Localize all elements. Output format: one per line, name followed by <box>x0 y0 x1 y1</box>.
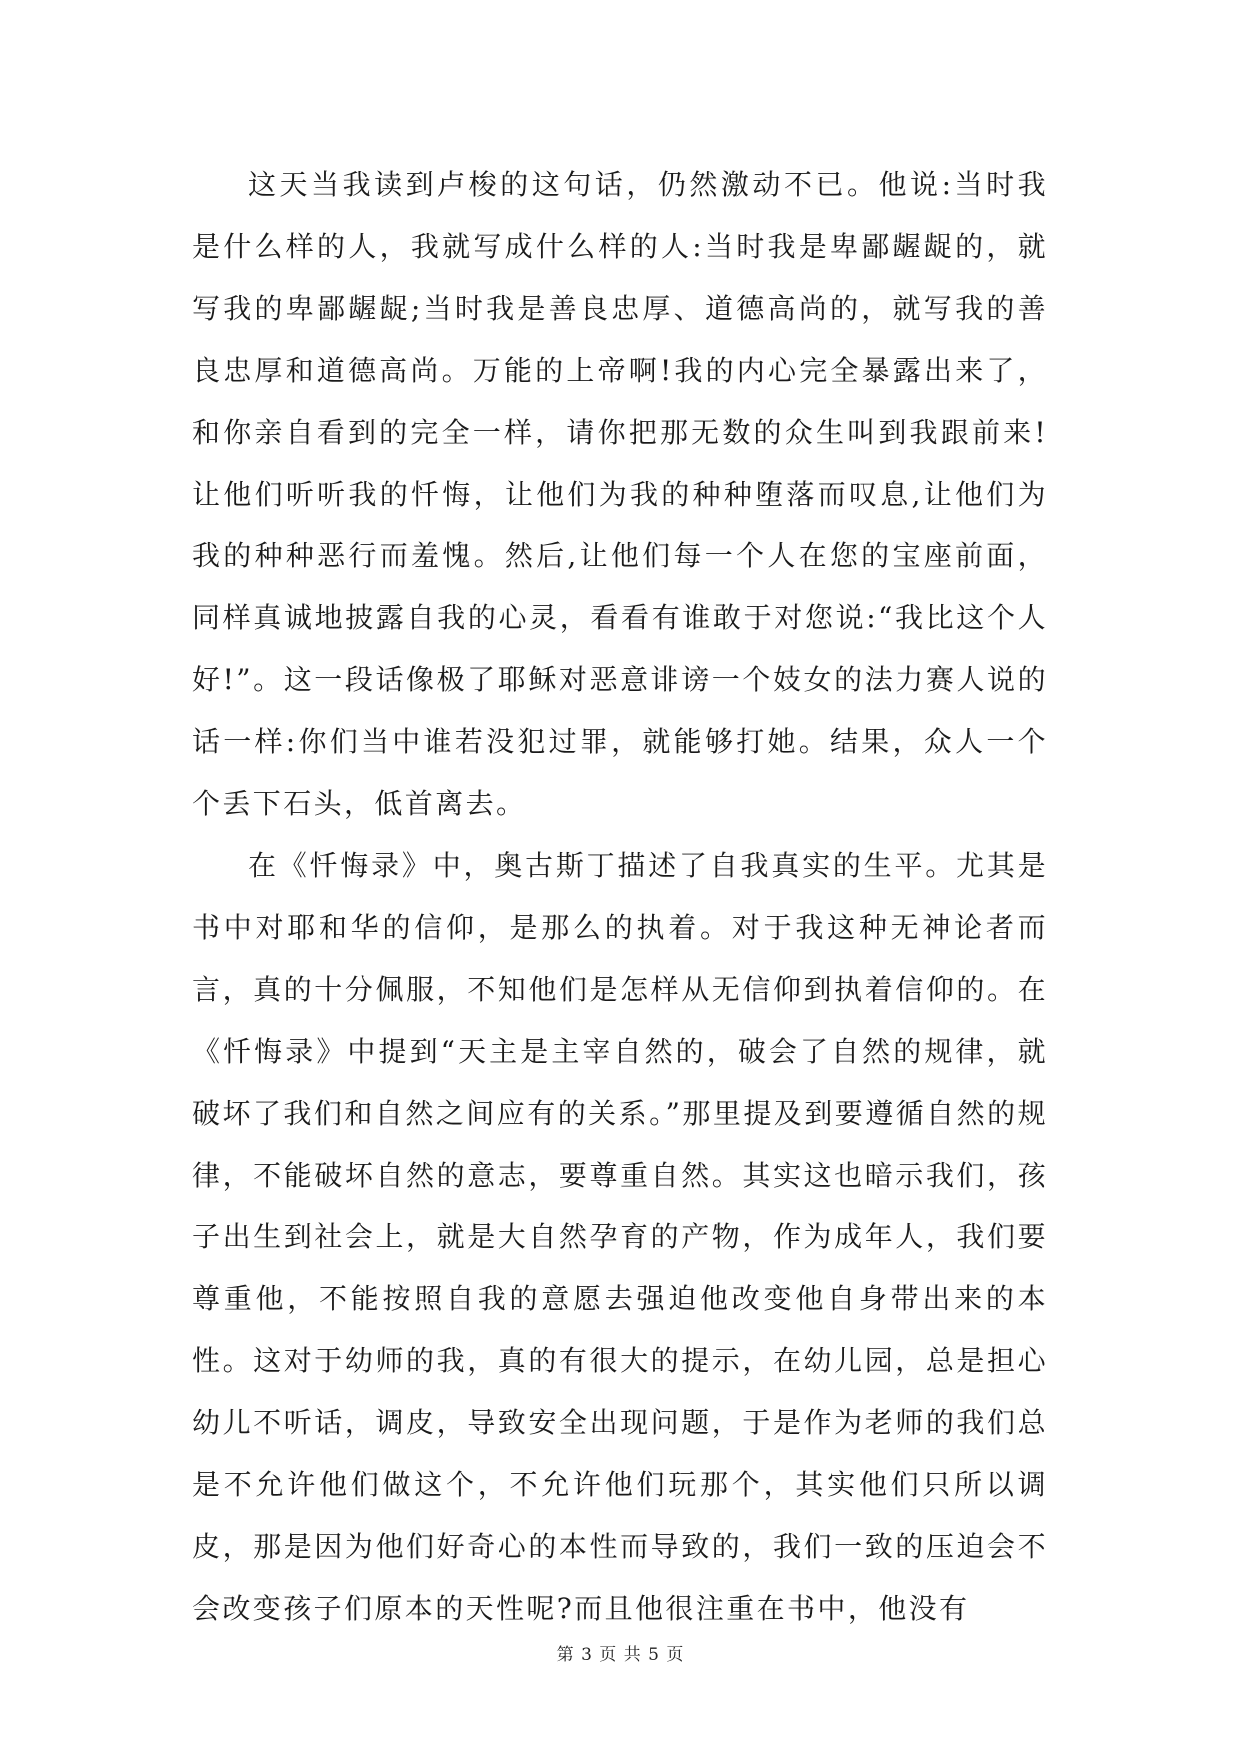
body-text <box>192 154 1048 1640</box>
page-number-footer: 第 3 页 共 5 页 <box>556 1645 685 1665</box>
paragraph-rousseau: 这天当我读到卢梭的这句话，仍然激动不已。他说:当时我是什么样的人，我就写成什么样的人:当时我是卑鄙龌龊的，就写我的卑鄙龌龊;当时我是善良忠厚、道德高尚的，就写我的善良忠厚和道德高尚。万能的上帝啊!我的内心完全暴露出来了，和你亲自看到的完全一样，请你把那无数的众生叫到我跟前来!让他们听听我的忏悔，让他们为我的种种堕落而叹息,让他们为我的种种恶行而羞愧。然后,让他们每一个人在您的宝座前面，同样真诚地披露自我的心灵，看看有谁敢于对您说:“我比这个人好!”。这一段话像极了耶稣对恶意诽谤一个妓女的法力赛人说的话一样:你们当中谁若没犯过罪，就能够打她。结果，众人一个个丢下石头，低首离去。 <box>192 168 1048 821</box>
paragraph-confessions: 在《忏悔录》中，奥古斯丁描述了自我真实的生平。尤其是书中对耶和华的信仰，是那么的执着。对于我这种无神论者而言，真的十分佩服，不知他们是怎样从无信仰到执着信仰的。在《忏悔录》中提到“天主是主宰自然的，破会了自然的规律，就破坏了我们和自然之间应有的关系。”那里提及到要遵循自然的规律，不能破坏自然的意志，要尊重自然。其实这也暗示我们，孩子出生到社会上，就是大自然孕育的产物，作为成年人，我们要尊重他，不能按照自我的意愿去强迫他改变他自身带出来的本性。这对于幼师的我，真的有很大的提示，在幼儿园，总是担心幼儿不听话，调皮，导致安全出现问题，于是作为老师的我们总是不允许他们做这个，不允许他们玩那个，其实他们只所以调皮，那是因为他们好奇心的本性而导致的，我们一致的压迫会不会改变孩子们原本的天性呢?而且他很注重在书中，他没有 <box>192 848 1048 1625</box>
